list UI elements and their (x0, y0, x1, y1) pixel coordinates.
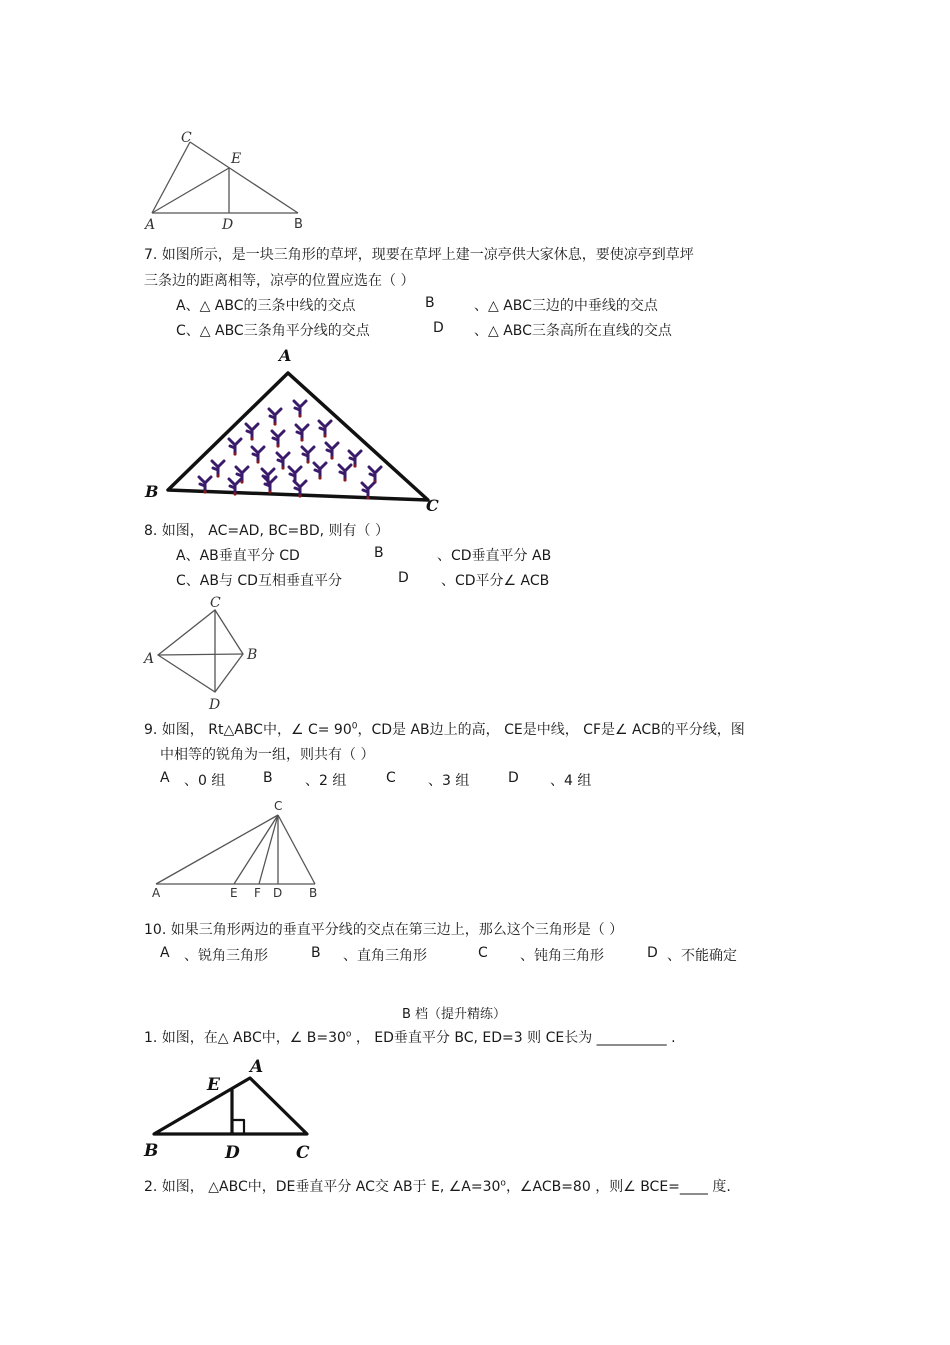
label-d: D (273, 886, 283, 900)
label-e: E (230, 886, 238, 900)
tree-glyph (252, 447, 264, 461)
tree-base-dot (298, 414, 301, 417)
tree-glyph (199, 477, 211, 491)
tree-glyph (302, 447, 314, 461)
tree-base-dot (323, 434, 326, 437)
tree-glyph (319, 421, 331, 435)
q10-stem: 10. 如果三角形两边的垂直平分线的交点在第三边上，那么这个三角形是（ ） (144, 922, 624, 938)
b1-stem-part1: 1. 如图，在△ ABC中，∠ B=30 (144, 1030, 346, 1046)
label-b: B (309, 886, 318, 900)
figure-kite (140, 592, 270, 714)
tree-glyph (339, 465, 351, 479)
label-e: E (231, 151, 242, 167)
q10-option-d: 、不能确定 (667, 948, 737, 964)
q7-option-d: 、△ ABC三条高所在直线的交点 (474, 323, 672, 339)
section-b-title: B 档（提升精练） (402, 1007, 507, 1022)
q9-option-d-letter: D (508, 770, 519, 786)
tree-base-dot (298, 494, 301, 497)
tree-base-dot (250, 437, 253, 440)
q7-stem-line2: 三条边的距离相等，凉亭的位置应选在（ ） (144, 273, 415, 289)
tree-glyph (369, 467, 381, 481)
q10-option-b: 、直角三角形 (343, 948, 427, 964)
q10-option-c: 、钝角三角形 (520, 948, 604, 964)
b2-stem-part1: 2. 如图， △ABC中，DE垂直平分 AC交 AB于 E, ∠A=30 (144, 1179, 501, 1195)
tree-base-dot (281, 466, 284, 469)
tree-glyph (269, 409, 281, 423)
tree-glyph (349, 451, 361, 465)
label-e: E (207, 1075, 220, 1095)
label-d: D (209, 697, 221, 713)
b2-stem-part2: ，∠ACB=80 ，则∠ BCE=____ 度. (505, 1179, 731, 1195)
tree-base-dot (233, 492, 236, 495)
tree-glyph (272, 431, 284, 445)
label-a: A (144, 651, 155, 667)
q9-option-c-letter: C (386, 770, 396, 786)
tree-base-dot (318, 476, 321, 479)
tree-base-dot (203, 490, 206, 493)
tree-glyph (264, 477, 276, 491)
tree-base-dot (330, 456, 333, 459)
q7-option-a: A、△ ABC的三条中线的交点 (176, 298, 356, 314)
q8-option-d: 、CD平分∠ ACB (441, 573, 550, 589)
q9-stem-line1 (144, 719, 745, 739)
tree-base-dot (216, 474, 219, 477)
tree-glyph (296, 425, 308, 439)
q10-option-d-letter: D (647, 945, 658, 961)
label-c: C (296, 1143, 310, 1163)
q8-stem: 8. 如图， AC=AD, BC=BD, 则有（ ） (144, 523, 389, 539)
tree-glyph (246, 424, 258, 438)
label-a: A (279, 346, 292, 365)
q9-stem-part2: ，CD是 AB边上的高， CE是中线， CF是∠ ACB的平分线，图 (357, 722, 745, 738)
q8-option-c: C、AB与 CD互相垂直平分 (176, 573, 342, 589)
figure-lawn-triangle (140, 345, 450, 515)
q7-option-b-letter: B (425, 295, 435, 311)
tree-base-dot (268, 490, 271, 493)
q9-stem-part1: 9. 如图， Rt△ABC中，∠ C= 90 (144, 722, 352, 738)
figure-right-triangle-cefd (140, 796, 330, 902)
tree-base-dot (343, 478, 346, 481)
label-b: B (294, 217, 303, 232)
figure-bold-triangle-bec (140, 1052, 330, 1164)
tree-base-dot (256, 460, 259, 463)
label-b: B (145, 482, 159, 501)
q7-option-d-letter: D (433, 320, 444, 336)
q10-option-b-letter: B (311, 945, 321, 961)
tree-glyph (326, 443, 338, 457)
label-d: D (222, 217, 234, 233)
label-d: D (225, 1143, 240, 1163)
q9-degree: 0 (351, 721, 358, 732)
tree-glyph (277, 453, 289, 467)
tree-glyph (229, 439, 241, 453)
tree-glyph (212, 461, 224, 475)
q8-option-d-letter: D (398, 570, 409, 586)
label-a: A (145, 217, 156, 233)
q8-option-b: 、CD垂直平分 AB (437, 548, 552, 564)
label-a: A (152, 886, 161, 900)
tree-base-dot (273, 422, 276, 425)
b2-stem (144, 1176, 731, 1196)
q7-option-b: 、△ ABC三边的中垂线的交点 (474, 298, 658, 314)
tree-glyph (289, 467, 301, 481)
label-f: F (254, 886, 261, 900)
label-a: A (250, 1057, 264, 1077)
tree-glyph (314, 463, 326, 477)
label-b: B (144, 1141, 159, 1161)
q9-option-a: 、0 组 (184, 773, 226, 789)
q7-stem-line1: 7. 如图所示，是一块三角形的草坪，现要在草坪上建一凉亭供大家休息，要使凉亭到草坪 (144, 247, 694, 263)
q8-option-a: A、AB垂直平分 CD (176, 548, 300, 564)
q9-option-d: 、4 组 (550, 773, 592, 789)
label-b: B (247, 647, 258, 663)
tree-glyph (294, 481, 306, 495)
label-c: C (210, 595, 221, 611)
q10-option-a: 、锐角三角形 (184, 948, 268, 964)
q10-option-c-letter: C (478, 945, 488, 961)
q9-option-a-letter: A (160, 770, 170, 786)
tree-base-dot (233, 452, 236, 455)
q9-stem-line2: 中相等的锐角为一组，则共有（ ） (160, 747, 375, 763)
q7-option-c: C、△ ABC三条角平分线的交点 (176, 323, 370, 339)
tree-base-dot (300, 438, 303, 441)
b1-degree: o (345, 1029, 352, 1040)
label-c: C (426, 496, 439, 515)
b1-stem (144, 1027, 676, 1047)
q10-option-a-letter: A (160, 945, 170, 961)
q9-option-b-letter: B (263, 770, 273, 786)
tree-glyph (294, 401, 306, 415)
label-c: C (181, 130, 192, 146)
b1-stem-part2: ， ED垂直平分 BC, ED=3 则 CE长为 __________ . (351, 1030, 676, 1046)
b2-degree: o (500, 1178, 506, 1189)
tree-base-dot (276, 444, 279, 447)
q8-option-b-letter: B (374, 545, 384, 561)
tree-glyph (362, 483, 374, 497)
q9-option-c: 、3 组 (428, 773, 470, 789)
tree-base-dot (366, 496, 369, 499)
tree-base-dot (353, 464, 356, 467)
tree-base-dot (306, 460, 309, 463)
label-c: C (274, 799, 283, 813)
q9-option-b: 、2 组 (305, 773, 347, 789)
figure-triangle-ace (140, 125, 320, 235)
